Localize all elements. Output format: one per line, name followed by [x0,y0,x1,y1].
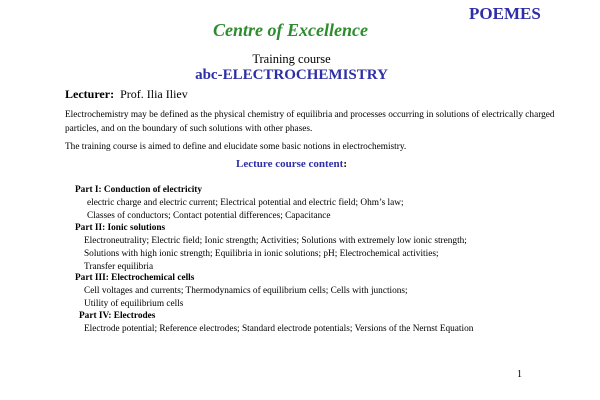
part-1-line-1: electric charge and electric current; Electrical potential and electric field; Ohm’s law; [87,198,404,208]
brand-title: POEMES [469,4,541,23]
part-2-line-2: Solutions with high ionic strength; Equilibria in ionic solutions; pH; Electrochemical activities; [84,249,439,259]
content-heading [0,158,583,170]
page-number: 1 [517,369,522,380]
part-2-line-1: Electroneutrality; Electric field; Ionic strength; Activities; Solutions with extremely low ionic strength; [84,236,467,246]
part-2-title: Part II: Ionic solutions [75,223,166,233]
lecturer-name: Prof. Ilia Iliev [120,87,188,101]
part-3-title: Part III: Electrochemical cells [75,273,195,283]
aim-paragraph: The training course is aimed to define and elucidate some basic notions in electrochemistry. [65,142,407,152]
part-4-title: Part IV: Electrodes [79,311,156,321]
training-course-label: Training course [252,52,331,66]
part-3-line-2: Utility of equilibrium cells [84,299,184,309]
content-heading-colon: : [343,158,347,170]
part-4-line-1: Electrode potential; Reference electrodes; Standard electrode potentials; Versions of the Nernst Equation [84,324,474,334]
part-3-line-1: Cell voltages and currents; Thermodynamics of equilibrium cells; Cells with junctions; [84,286,408,296]
lecturer-label: Lecturer: [65,87,115,101]
lecturer-line [65,87,188,102]
course-title: abc-ELECTROCHEMISTRY [195,67,388,83]
part-1-title: Part I: Conduction of electricity [75,185,203,195]
part-1-line-2: Classes of conductors; Contact potential differences; Capacitance [87,211,331,221]
intro-paragraph: Electrochemistry may be defined as the physical chemistry of equilibria and processes occurring in solutions of electrically charged particles, and on the boundary of such solutions with other phases. [65,110,555,134]
centre-title: Centre of Excellence [213,20,368,40]
content-heading-text: Lecture course content [236,158,344,170]
part-2-line-3: Transfer equilibria [84,262,154,272]
